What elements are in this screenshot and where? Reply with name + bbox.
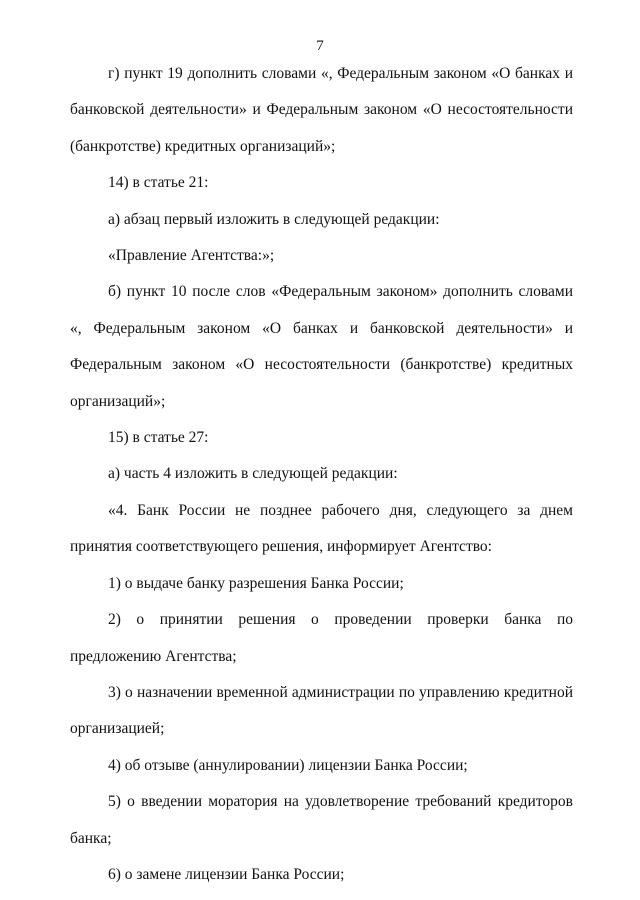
list-item-5: 5) о введении моратория на удовлетворение требований кредиторов банка; (70, 793, 573, 847)
paragraph-item-a-part-4: а) часть 4 изложить в следующей редакции: (108, 465, 398, 483)
paragraph-article-27: 15) в статье 27: (108, 429, 209, 447)
list-item-1: 1) о выдаче банку разрешения Банка России; (108, 574, 404, 592)
list-item-6: 6) о замене лицензии Банка России; (108, 865, 345, 883)
list-item-2: 2) о принятии решения о проведении проверки банка по предложению Агентства; (70, 611, 573, 665)
paragraph-item-b-point-10: б) пункт 10 после слов «Федеральным законом» дополнить словами «, Федеральным законом «О банках и банковской деятельности» и Федеральным законом «О несостоятельности (банкротстве) кредитных организаций»; (70, 283, 573, 410)
paragraph-board-quote: «Правление Агентства:»; (108, 247, 275, 265)
paragraph-article-21: 14) в статье 21: (108, 174, 209, 192)
paragraph-item-a-first-abzac: а) абзац первый изложить в следующей редакции: (108, 210, 440, 228)
document-body (70, 56, 573, 893)
page-number: 7 (316, 38, 324, 54)
paragraph-item-g-point-19: г) пункт 19 дополнить словами «, Федеральным законом «О банках и банковской деятельности» и Федеральным законом «О несостоятельности (банкротстве) кредитных организаций»; (70, 65, 573, 155)
list-item-3: 3) о назначении временной администрации по управлению кредитной организацией; (70, 683, 573, 738)
paragraph-part-4-text: «4. Банк России не позднее рабочего дня, следующего за днем принятия соответствующего решения, информирует Агентство: (70, 501, 573, 556)
list-item-4: 4) об отзыве (аннулировании) лицензии Банка России; (108, 756, 468, 774)
